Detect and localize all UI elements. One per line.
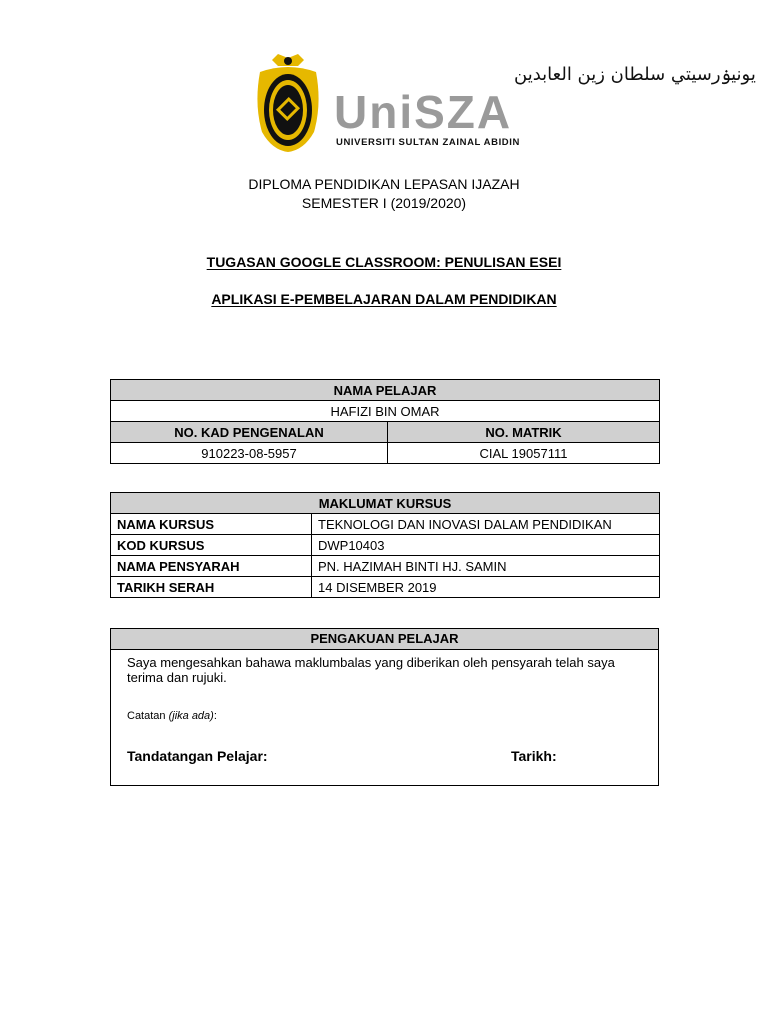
declaration-box: [110, 628, 659, 786]
signature-label: Tandatangan Pelajar:: [127, 748, 268, 764]
course-code-value: DWP10403: [312, 535, 660, 556]
course-header: MAKLUMAT KURSUS: [111, 493, 660, 514]
student-name: HAFIZI BIN OMAR: [111, 401, 660, 422]
matric-header: NO. MATRIK: [388, 422, 660, 443]
table-row: [111, 556, 660, 577]
ic-value: 910223-08-5957: [111, 443, 388, 464]
ic-header: NO. KAD PENGENALAN: [111, 422, 388, 443]
crest-icon: [257, 54, 318, 152]
note-italic: (jika ada): [168, 710, 214, 722]
table-row: [111, 577, 660, 598]
course-info-table: [110, 492, 660, 598]
declaration-header: PENGAKUAN PELAJAR: [111, 629, 658, 650]
note-suffix: :: [213, 710, 217, 722]
lecturer-label: NAMA PENSYARAH: [111, 556, 312, 577]
submit-date-value: 14 DISEMBER 2019: [312, 577, 660, 598]
subject-title: APLIKASI E-PEMBELAJARAN DALAM PENDIDIKAN: [211, 291, 557, 307]
lecturer-value: PN. HAZIMAH BINTI HJ. SAMIN: [312, 556, 660, 577]
course-name-value: TEKNOLOGI DAN INOVASI DALAM PENDIDIKAN: [312, 514, 660, 535]
submit-date-label: TARIKH SERAH: [111, 577, 312, 598]
logo-wordmark: UniSZA: [334, 86, 513, 138]
unisza-logo: [252, 52, 756, 156]
logo-subtitle: UNIVERSITI SULTAN ZAINAL ABIDIN: [336, 137, 520, 148]
declaration-note: [127, 710, 217, 722]
semester-title: SEMESTER I (2019/2020): [301, 195, 467, 211]
program-title: DIPLOMA PENDIDIKAN LEPASAN IJAZAH: [248, 176, 520, 192]
declaration-text: Saya mengesahkan bahawa maklumbalas yang diberikan oleh pensyarah telah saya terima dan rujuki.: [127, 655, 615, 685]
assignment-title: TUGASAN GOOGLE CLASSROOM: PENULISAN ESEI: [206, 254, 562, 270]
course-name-label: NAMA KURSUS: [111, 514, 312, 535]
table-row: [111, 514, 660, 535]
note-label: Catatan: [127, 710, 169, 722]
course-code-label: KOD KURSUS: [111, 535, 312, 556]
matric-value: CIAL 19057111: [388, 443, 660, 464]
logo-arabic-text: يونيۏرسيتي سلطان زين العابدين: [514, 64, 756, 85]
student-info-table: [110, 379, 660, 464]
student-name-header: NAMA PELAJAR: [111, 380, 660, 401]
date-label: Tarikh:: [511, 748, 557, 764]
table-row: [111, 535, 660, 556]
